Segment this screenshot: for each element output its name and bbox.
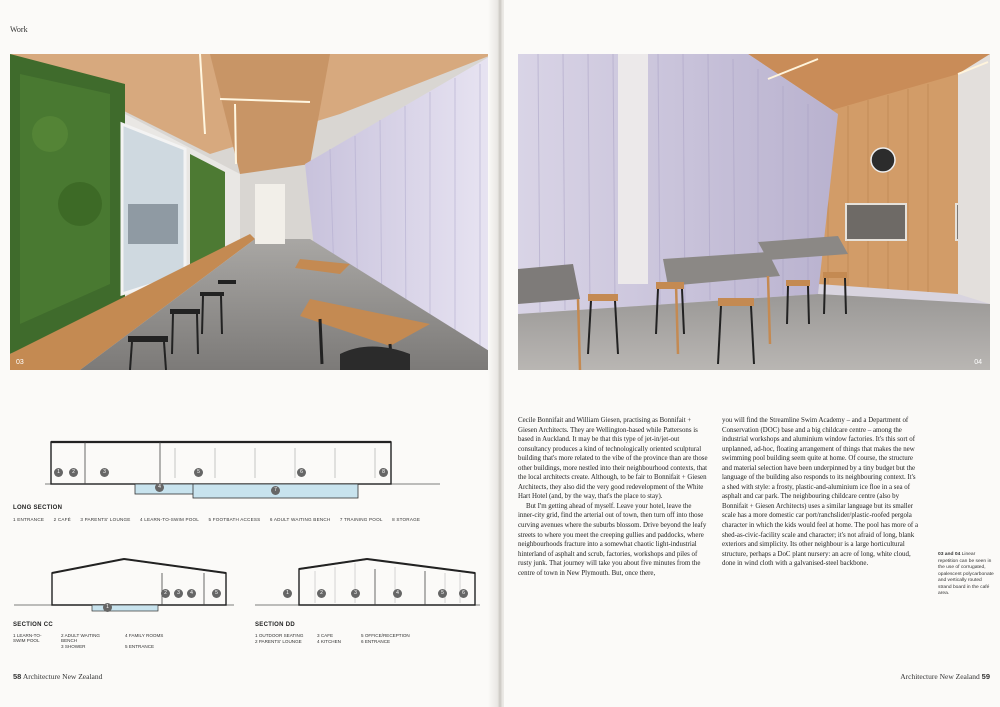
- section-dd-title: SECTION DD: [255, 622, 296, 628]
- legend-item: 6 ADULT WAITING BENCH: [269, 517, 331, 522]
- left-page: [0, 0, 496, 707]
- long-section-marker-1: 1: [54, 468, 63, 477]
- left-page-number: 58: [13, 672, 22, 681]
- legend-item: 1 OUTDOOR SEATING: [255, 633, 304, 638]
- cafe-seating-illustration: [518, 54, 990, 370]
- paragraph: you will find the Streamline Swim Academy – and a Department of Conservation (DOC) base and a big childcare centre – among the industrial workshops and aluminium window factories. It's this sort of unplanned, ad-hoc, floating arrangement of things that makes the new swimming pool building seem quite at home. Of course, the structure and material selection have been underpinned by a tiny budget but the language of the building also responds to its neighbouring context. It's a shed with style: a frosty, plastic-and-aluminium ice floe in a sea of asphalt and car park. The neighbouring childcare centre (also by Bonnifait + Giesen Architects) uses a similar language but its smaller scale has a more domestic car port/ranchslider/plastic-roofed pergola character in which the kids would feel at home. The pool has more of a shed-as-civic-facility scale and character; it's not afraid of long, blank exteriors and simplicity. Its other neighbour is a large horticultural structure, perhaps a DoC plant nursery: an acre of long, white cloud, done in wind cloth with a galvanised-steel backbone.: [722, 417, 918, 568]
- right-page-number: 59: [981, 672, 990, 681]
- right-page: [504, 0, 1000, 707]
- legend-item: 1 ENTRANCE: [13, 517, 45, 522]
- legend-item: 3 PARENTS' LOUNGE: [80, 517, 131, 522]
- running-head: Work: [10, 25, 28, 34]
- section-cc-marker-4: 4: [187, 589, 196, 598]
- paragraph: But I'm getting ahead of myself. Leave your hotel, leave the inner-city grid, find the arterial out of town, then turn off into those curving avenues where the suburbs blossom. Drive beyond the leafy streets to where you meet the creeping gullies and paddocks, where neighbourhoods fracture into a somewhat chaotic light-industrial hinterland of asphalt and scrub, factories, workshops and piles of rusty junk. That journey will take you about five minutes from the centre of town in New Plymouth. But, once there,: [518, 502, 707, 577]
- long-section-marker-4: 4: [155, 483, 164, 492]
- long-section-marker-3: 3: [100, 468, 109, 477]
- long-section-marker-8: 8: [379, 468, 388, 477]
- section-cc-marker-3: 3: [174, 589, 183, 598]
- caption-text: Linear repetition can be seen in the use of corrugated, opalescent polycarbonate and vertically routed strand board in the café area.: [938, 552, 994, 596]
- photo-caption: [938, 552, 994, 598]
- section-dd-marker-5: 5: [438, 589, 447, 598]
- photo-number-03: 03: [16, 359, 24, 366]
- photo-03-cafe-corridor: [10, 54, 494, 370]
- long-section-marker-7: 7: [271, 486, 280, 495]
- section-cc-legend: [13, 633, 173, 649]
- legend-item: 5 ENTRANCE: [125, 644, 155, 649]
- legend-item: 7 TRAINING POOL: [339, 517, 383, 522]
- left-folio-title: Architecture New Zealand: [22, 672, 103, 681]
- section-cc-drawing: [14, 555, 234, 615]
- legend-item: 1 LEARN-TO-SWIM POOL: [13, 633, 42, 643]
- section-dd-marker-6: 6: [459, 589, 468, 598]
- right-folio-title: Architecture New Zealand: [900, 672, 980, 681]
- legend-item: 2 CAFÉ: [53, 517, 71, 522]
- legend-item: 4 FAMILY ROOMS: [125, 633, 164, 638]
- long-section-legend: [13, 517, 428, 522]
- section-dd-marker-2: 2: [317, 589, 326, 598]
- cafe-corridor-illustration: [10, 54, 494, 370]
- section-cc-marker-2: 2: [161, 589, 170, 598]
- long-section-marker-5: 5: [194, 468, 203, 477]
- section-dd-legend: [255, 633, 423, 644]
- long-section-drawing: [45, 438, 440, 500]
- section-dd-marker-1: 1: [283, 589, 292, 598]
- left-folio: [13, 672, 102, 681]
- legend-item: 8 STORAGE: [392, 517, 421, 522]
- section-cc-marker-5: 5: [212, 589, 221, 598]
- legend-item: 6 ENTRANCE: [361, 639, 391, 644]
- section-dd-marker-3: 3: [351, 589, 360, 598]
- long-section-title: LONG SECTION: [13, 505, 63, 511]
- right-folio: [900, 672, 990, 681]
- body-text-column-1: [518, 416, 708, 578]
- photo-number-04: 04: [974, 359, 982, 366]
- legend-item: 3 SHOWER: [61, 644, 86, 649]
- legend-item: 2 PARENTS' LOUNGE: [255, 639, 302, 644]
- legend-item: 2 ADULT WAITING BENCH: [61, 633, 100, 643]
- section-cc-title: SECTION CC: [13, 622, 54, 628]
- photo-04-cafe-seating: [518, 54, 990, 370]
- long-section-marker-2: 2: [69, 468, 78, 477]
- legend-item: 5 FOOTBATH ACCESS: [208, 517, 261, 522]
- legend-item: 3 CAFE: [317, 633, 334, 638]
- long-section-marker-6: 6: [297, 468, 306, 477]
- legend-item: 4 LEARN-TO-SWIM POOL: [140, 517, 200, 522]
- paragraph: Cecile Bonnifait and William Giesen, practising as Bonnifait + Giesen Architects. They are Wellington-based while Pattersons is based in Auckland. It may be that this type of jet-in/jet-out consultancy produces a kind of technologically oriented sculptural building that's more related to the vibe of the province than are those other buildings, more nestled into their neighbourhood contexts, that the local architects create. Although, to be fair to Bonnifait + Giesen Architects, they also did the very good redevelopment of the White Hart Hotel (and, by the way, that's the place to stay).: [518, 417, 708, 501]
- body-text-column-2: [722, 416, 918, 569]
- caption-photo-numbers: 03 and 04: [938, 552, 961, 557]
- section-cc-marker-1: 1: [103, 603, 112, 612]
- section-dd-marker-4: 4: [393, 589, 402, 598]
- section-dd-drawing: [255, 555, 480, 615]
- legend-item: 4 KITCHEN: [317, 639, 341, 644]
- legend-item: 5 OFFICE/RECEPTION: [361, 633, 410, 638]
